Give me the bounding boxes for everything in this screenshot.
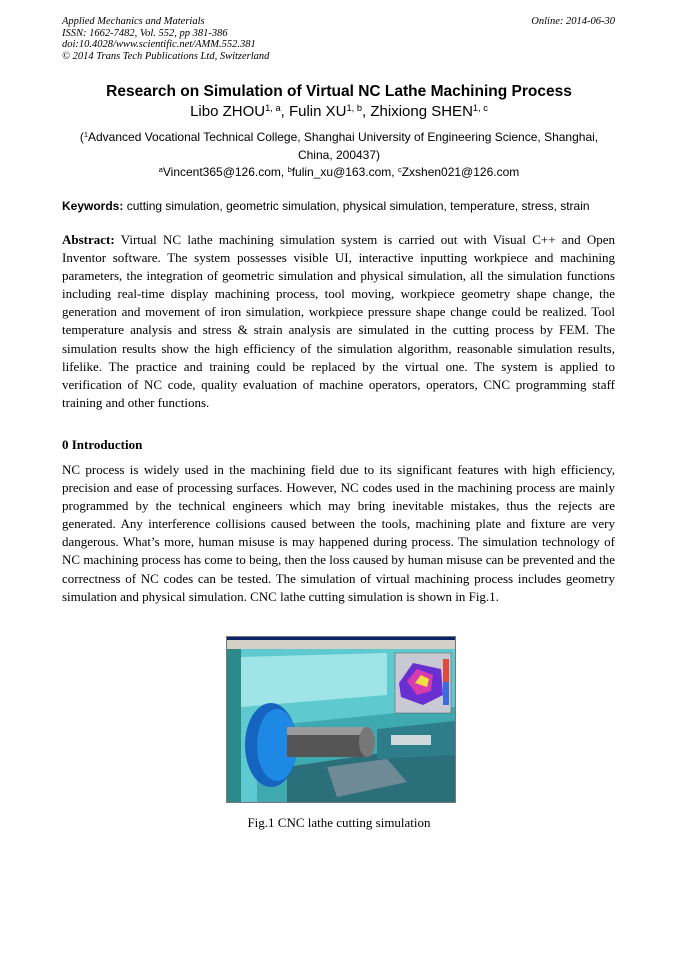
keywords xyxy=(62,199,616,213)
author-sup: 1, b xyxy=(346,102,363,113)
keywords-label: Keywords: xyxy=(62,199,124,213)
journal-header xyxy=(62,16,269,62)
doi-line: doi:10.4028/www.scientific.net/AMM.552.381 xyxy=(62,39,256,51)
abstract-text: Virtual NC lathe machining simulation system is carried out with Visual C++ and Open Inventor software. The system possesses visible UI, interactive inputting workpiece and machining parameters, the integration of geometric simulation and physical simulation, all the simulation functions including real-time display machining process, tool moving, workpiece geometry shape change, the generation and movement of iron simulation, workpiece pressure shape change could be realized. Tool temperature analysis and stress & strain analysis are simulated in the cutting process by FEM. The simulation results show the high efficiency of the simulation algorithm, reasonable simulation results, lifelike. The practice and training could be replaced by the virtual one. The system is applied to verification of NC code, quality evaluation of machine operators, operators, CNC programming staff training and other functions. xyxy=(62,232,615,410)
email-separator: , xyxy=(391,165,398,179)
email-sup: a xyxy=(158,164,163,174)
copyright-line: © 2014 Trans Tech Publications Ltd, Switzerland xyxy=(62,50,270,62)
issn-line: ISSN: 1662-7482, Vol. 552, pp 381-386 xyxy=(62,27,228,39)
author-sup: 1, a xyxy=(265,102,281,113)
author-name: Zhixiong SHEN xyxy=(370,103,473,120)
email-separator: , xyxy=(280,165,288,179)
journal-name: Applied Mechanics and Materials xyxy=(62,16,205,27)
author-name: Libo ZHOU xyxy=(190,103,266,120)
email-address: Zxshen021@126.com xyxy=(401,165,520,179)
author-name: Fulin XU xyxy=(288,103,347,120)
author-sup: 1, c xyxy=(472,102,488,113)
affiliation-open: ( xyxy=(79,130,84,144)
paper-title: Research on Simulation of Virtual NC Lathe Machining Process xyxy=(106,83,572,100)
section-heading: 0 Introduction xyxy=(62,437,143,452)
lathe-simulation-image xyxy=(227,637,455,802)
author-separator: , xyxy=(362,103,371,120)
keywords-text: cutting simulation, geometric simulation, physical simulation, temperature, stress, strain xyxy=(123,199,590,213)
author-line xyxy=(0,103,678,120)
email-line xyxy=(0,165,678,179)
online-date: Online: 2014-06-30 xyxy=(531,16,615,27)
affiliation-text: Advanced Vocational Technical College, Shanghai University of Engineering Science, Shanghai, China, 200437) xyxy=(88,130,599,162)
figure-lathe-simulation xyxy=(226,636,456,803)
affiliation xyxy=(62,128,616,164)
figure-caption: Fig.1 CNC lathe cutting simulation xyxy=(247,815,431,830)
email-address: fulin_xu@163.com xyxy=(291,165,392,179)
email-sup: b xyxy=(287,164,292,174)
introduction-text: NC process is widely used in the machining field due to its significant features with high efficiency, precision and ease of processing surfaces. However, NC codes used in the machining process are mainly programmed by the technical engineers which may bring inevitable mistakes, thus the rejects are generated. Any interference collisions caused between the tools, machining plate and fixture are very dangerous. What’s more, human misuse is may happened during process. The simulation technology of NC machining process has come to being, then the loss caused by human misuse can be prevented and the correctness of NC codes can be tested. The simulation of virtual machining process includes geometry simulation and physical simulation. CNC lathe cutting simulation is shown in Fig.1. xyxy=(62,462,615,604)
author-separator: , xyxy=(280,103,289,120)
email-sup: c xyxy=(397,164,402,174)
abstract-label: Abstract: xyxy=(62,232,115,247)
email-address: Vincent365@126.com xyxy=(162,165,281,179)
affiliation-sup: 1 xyxy=(83,129,88,139)
abstract xyxy=(62,231,615,412)
